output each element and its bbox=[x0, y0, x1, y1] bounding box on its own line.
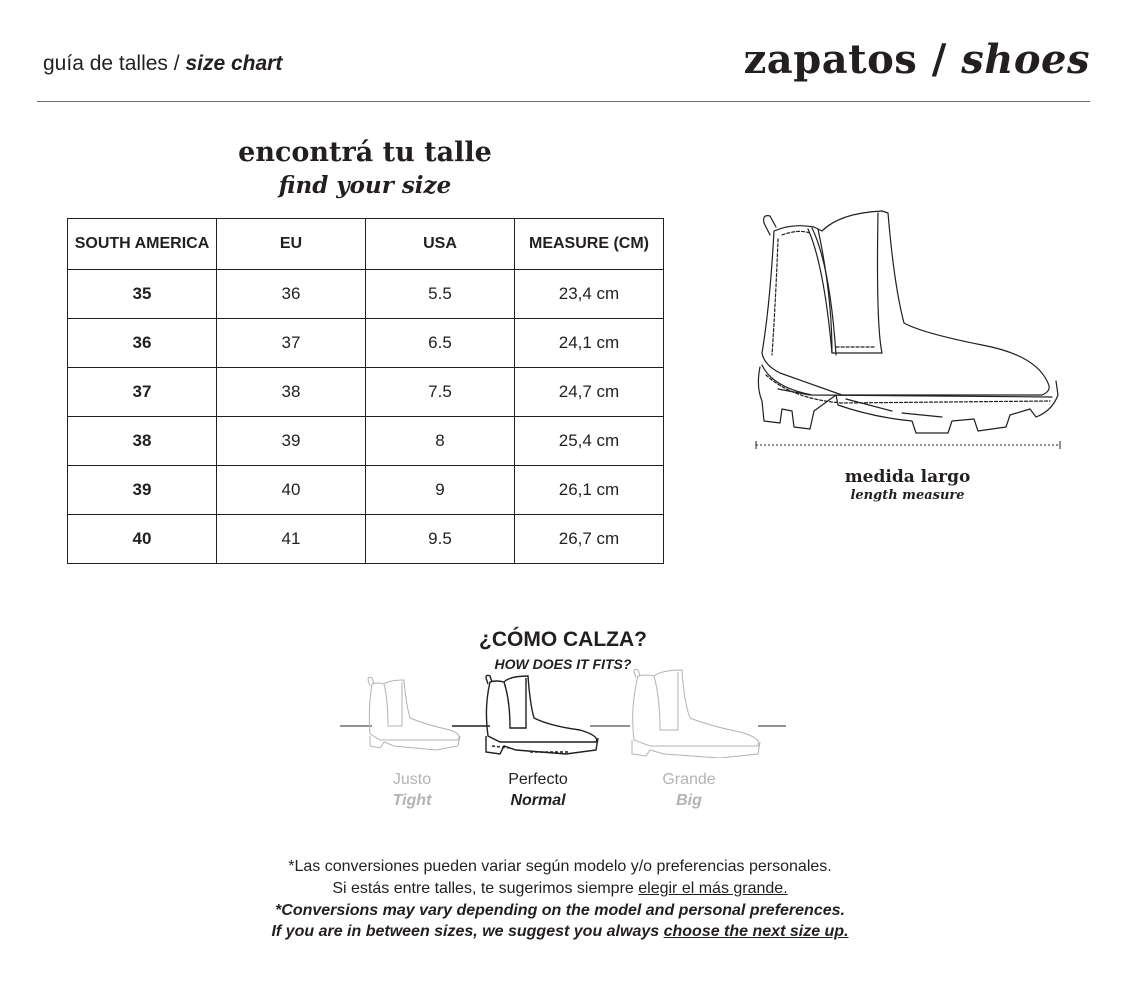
table-header-row bbox=[68, 219, 664, 270]
cell-measure: 25,4 cm bbox=[515, 417, 664, 466]
fit-option-big-en: Big bbox=[676, 792, 702, 809]
cell-south-america: 40 bbox=[68, 515, 217, 564]
table-row bbox=[68, 368, 664, 417]
cell-usa: 7.5 bbox=[366, 368, 515, 417]
cell-eu: 37 bbox=[217, 319, 366, 368]
col-header-eu: EU bbox=[217, 219, 366, 270]
note-suggestion-es bbox=[170, 880, 950, 898]
note-suggestion-es-text: Si estás entre talles, te sugerimos siempre bbox=[332, 880, 639, 897]
cell-usa: 6.5 bbox=[366, 319, 515, 368]
cell-south-america: 38 bbox=[68, 417, 217, 466]
cell-south-america: 35 bbox=[68, 270, 217, 319]
fit-subtitle: HOW DOES IT FITS? bbox=[494, 656, 632, 672]
col-header-south-america: SOUTH AMERICA bbox=[68, 219, 217, 270]
cell-measure: 26,7 cm bbox=[515, 515, 664, 564]
header-subtitle-es: guía de talles / bbox=[43, 52, 186, 75]
cell-usa: 8 bbox=[366, 417, 515, 466]
note-conversion-en: *Conversions may vary depending on the model and personal preferences. bbox=[275, 902, 845, 919]
cell-south-america: 37 bbox=[68, 368, 217, 417]
header-title-en: shoes bbox=[961, 36, 1090, 83]
size-table bbox=[67, 218, 664, 564]
cell-eu: 38 bbox=[217, 368, 366, 417]
cell-usa: 9.5 bbox=[366, 515, 515, 564]
boot-tight-icon bbox=[368, 677, 460, 750]
col-header-usa: USA bbox=[366, 219, 515, 270]
cell-eu: 41 bbox=[217, 515, 366, 564]
cell-measure: 26,1 cm bbox=[515, 466, 664, 515]
section-title-en: find your size bbox=[278, 172, 452, 199]
table-row bbox=[68, 417, 664, 466]
boot-big-icon bbox=[632, 669, 760, 758]
note-suggestion-en-emphasis: choose the next size up. bbox=[663, 923, 849, 940]
table-row bbox=[68, 466, 664, 515]
cell-measure: 24,1 cm bbox=[515, 319, 664, 368]
fit-option-tight-es: Justo bbox=[392, 771, 432, 788]
table-row bbox=[68, 319, 664, 368]
header-title bbox=[744, 36, 1090, 83]
boot-normal-icon bbox=[486, 675, 598, 754]
cell-eu: 40 bbox=[217, 466, 366, 515]
header-subtitle bbox=[43, 52, 282, 76]
section-title-es: encontrá tu talle bbox=[238, 137, 492, 168]
table-row bbox=[68, 515, 664, 564]
chelsea-boot-illustration bbox=[752, 205, 1064, 450]
fit-option-tight-en: Tight bbox=[392, 792, 432, 809]
header-divider bbox=[37, 101, 1090, 102]
note-suggestion-en bbox=[170, 923, 950, 941]
fit-option-big-es: Grande bbox=[662, 771, 716, 788]
cell-usa: 9 bbox=[366, 466, 515, 515]
fit-title: ¿CÓMO CALZA? bbox=[479, 628, 647, 651]
note-conversion-es: *Las conversiones pueden variar según modelo y/o preferencias personales. bbox=[288, 858, 832, 875]
header-subtitle-en: size chart bbox=[185, 52, 283, 75]
header-title-es: zapatos / bbox=[743, 36, 962, 83]
note-suggestion-en-text: If you are in between sizes, we suggest you always bbox=[271, 923, 664, 940]
fit-option-normal-es: Perfecto bbox=[508, 771, 568, 788]
fit-option-normal-en: Normal bbox=[510, 792, 566, 809]
col-header-measure: MEASURE (CM) bbox=[515, 219, 664, 270]
cell-south-america: 39 bbox=[68, 466, 217, 515]
cell-measure: 23,4 cm bbox=[515, 270, 664, 319]
cell-usa: 5.5 bbox=[366, 270, 515, 319]
cell-eu: 36 bbox=[217, 270, 366, 319]
fit-scale bbox=[340, 668, 790, 758]
length-label-es: medida largo bbox=[844, 467, 971, 487]
cell-eu: 39 bbox=[217, 417, 366, 466]
length-label-en: length measure bbox=[850, 488, 965, 503]
note-suggestion-es-emphasis: elegir el más grande. bbox=[638, 880, 788, 897]
cell-south-america: 36 bbox=[68, 319, 217, 368]
cell-measure: 24,7 cm bbox=[515, 368, 664, 417]
table-row bbox=[68, 270, 664, 319]
